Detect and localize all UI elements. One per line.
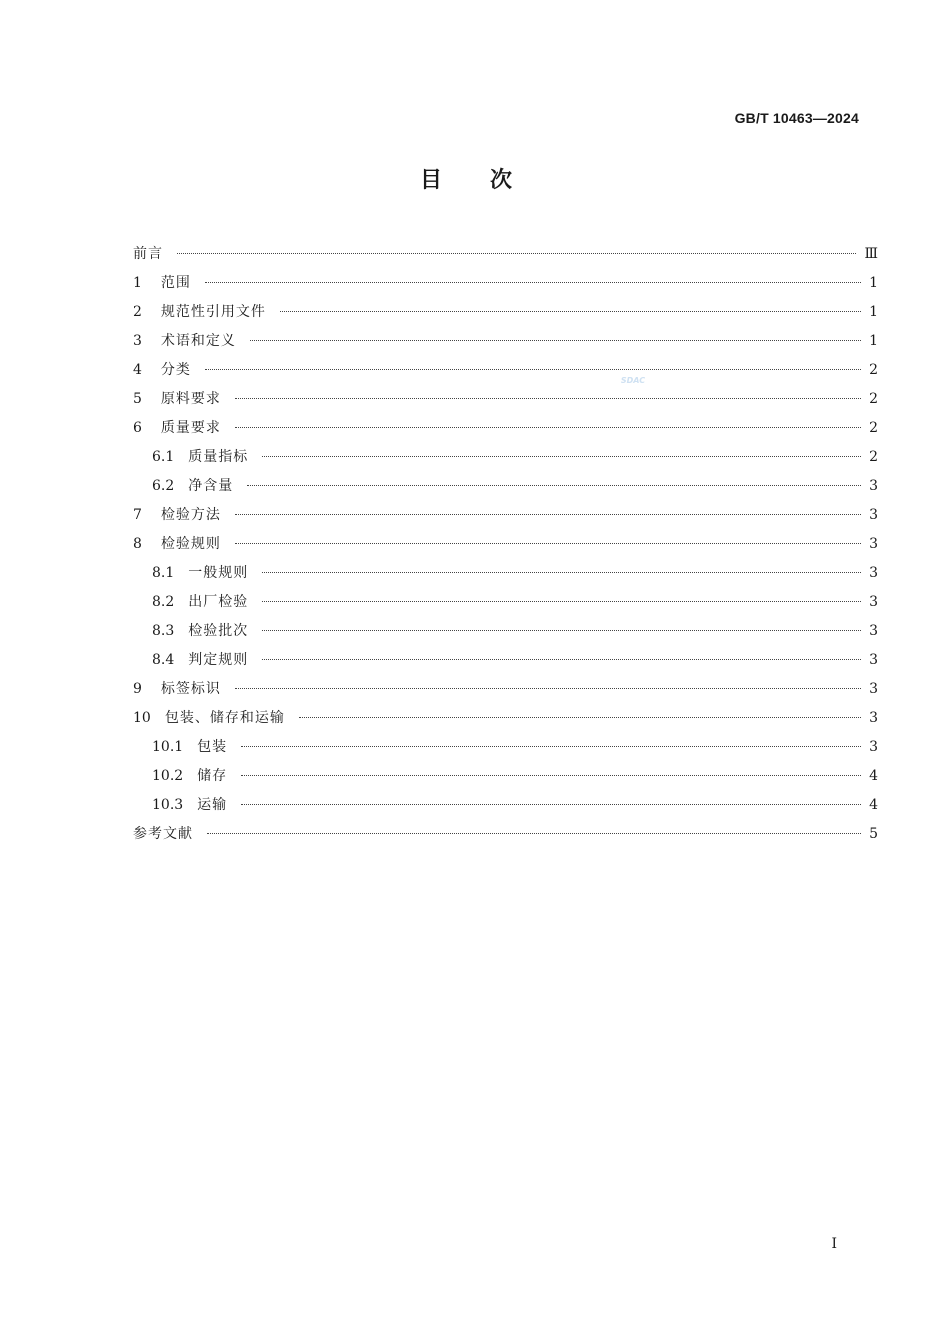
toc-entry-page: 3 — [869, 710, 878, 726]
toc-entry-label: 包装 — [197, 739, 228, 755]
table-of-contents — [133, 240, 878, 849]
toc-entry-label: 分类 — [160, 362, 191, 378]
toc-entry-label: 参考文献 — [133, 826, 193, 842]
toc-entry-label: 质量指标 — [188, 449, 249, 465]
toc-entry-label: 储存 — [197, 768, 228, 784]
toc-dot-leader — [262, 456, 861, 457]
toc-entry-page: 3 — [869, 739, 878, 755]
toc-entry-number: 7 — [133, 507, 142, 523]
toc-entry-number: 10.2 — [152, 768, 184, 784]
toc-entry[interactable] — [133, 356, 878, 385]
toc-entry[interactable] — [133, 269, 878, 298]
toc-entry[interactable] — [133, 675, 878, 704]
toc-entry-number: 6.1 — [152, 449, 175, 465]
page-title: 目次 — [419, 168, 560, 193]
toc-entry-page: Ⅲ — [864, 246, 878, 262]
toc-entry-label: 质量要求 — [160, 420, 221, 436]
toc-entry-label: 运输 — [197, 797, 228, 813]
toc-entry-page: 3 — [869, 652, 878, 668]
toc-dot-leader — [280, 311, 861, 312]
toc-entry[interactable] — [133, 733, 878, 762]
toc-entry[interactable] — [133, 704, 878, 733]
toc-entry-label: 一般规则 — [188, 565, 249, 581]
toc-entry-number: 5 — [133, 391, 142, 407]
toc-dot-leader — [205, 282, 861, 283]
toc-dot-leader — [247, 485, 861, 486]
toc-entry-label: 净含量 — [188, 478, 234, 494]
toc-entry-page: 2 — [869, 362, 878, 378]
toc-entry-page: 3 — [869, 507, 878, 523]
toc-entry-number: 8 — [133, 536, 142, 552]
toc-entry-number: 6.2 — [152, 478, 175, 494]
toc-entry-page: 3 — [869, 623, 878, 639]
toc-entry-label: 原料要求 — [160, 391, 221, 407]
toc-dot-leader — [235, 543, 861, 544]
toc-entry[interactable] — [133, 298, 878, 327]
toc-dot-leader — [262, 572, 861, 573]
toc-dot-leader — [205, 369, 861, 370]
toc-dot-leader — [207, 833, 861, 834]
toc-entry-page: 2 — [869, 449, 878, 465]
toc-entry-page: 3 — [869, 478, 878, 494]
toc-entry-number: 2 — [133, 304, 142, 320]
toc-entry[interactable] — [133, 472, 878, 501]
toc-entry-number: 8.4 — [152, 652, 175, 668]
page-number: I — [831, 1236, 837, 1252]
toc-entry-page: 2 — [869, 391, 878, 407]
toc-dot-leader — [262, 630, 861, 631]
toc-entry-page: 3 — [869, 536, 878, 552]
toc-entry[interactable] — [133, 443, 878, 472]
toc-dot-leader — [177, 253, 856, 254]
toc-entry-label: 包装、储存和运输 — [164, 710, 285, 726]
toc-entry-number: 10.1 — [152, 739, 184, 755]
toc-dot-leader — [235, 688, 861, 689]
toc-entry-number: 8.2 — [152, 594, 175, 610]
toc-entry-label: 前言 — [133, 246, 163, 262]
watermark-logo: SDAC — [620, 376, 646, 385]
toc-entry-number: 10.3 — [152, 797, 184, 813]
toc-entry[interactable] — [133, 762, 878, 791]
toc-entry-number: 1 — [133, 275, 142, 291]
toc-entry-number: 10 — [133, 710, 151, 726]
toc-entry-label: 检验批次 — [188, 623, 249, 639]
toc-entry-page: 1 — [869, 275, 878, 291]
toc-entry-number: 6 — [133, 420, 142, 436]
toc-entry[interactable] — [133, 588, 878, 617]
toc-dot-leader — [241, 746, 861, 747]
toc-dot-leader — [235, 398, 861, 399]
toc-entry-page: 2 — [869, 420, 878, 436]
toc-entry-number: 9 — [133, 681, 142, 697]
toc-entry[interactable] — [133, 530, 878, 559]
toc-dot-leader — [262, 659, 861, 660]
toc-entry-number: 3 — [133, 333, 142, 349]
toc-entry-label: 检验方法 — [160, 507, 221, 523]
standard-number: GB/T 10463—2024 — [734, 110, 859, 126]
toc-entry-page: 3 — [869, 565, 878, 581]
toc-entry-page: 1 — [869, 333, 878, 349]
toc-entry[interactable] — [133, 820, 878, 849]
toc-dot-leader — [299, 717, 861, 718]
toc-entry[interactable] — [133, 240, 878, 269]
toc-entry-label: 检验规则 — [160, 536, 221, 552]
toc-entry[interactable] — [133, 501, 878, 530]
toc-entry-page: 1 — [869, 304, 878, 320]
toc-dot-leader — [250, 340, 861, 341]
toc-dot-leader — [235, 514, 861, 515]
toc-entry[interactable] — [133, 617, 878, 646]
toc-dot-leader — [235, 427, 861, 428]
toc-dot-leader — [241, 775, 861, 776]
toc-entry-page: 3 — [869, 681, 878, 697]
toc-entry[interactable] — [133, 385, 878, 414]
toc-entry-label: 标签标识 — [160, 681, 221, 697]
toc-entry-number: 8.3 — [152, 623, 175, 639]
toc-entry[interactable] — [133, 559, 878, 588]
toc-entry-label: 规范性引用文件 — [160, 304, 266, 320]
toc-entry[interactable] — [133, 646, 878, 675]
toc-entry-page: 4 — [869, 797, 878, 813]
toc-entry-page: 4 — [869, 768, 878, 784]
toc-entry[interactable] — [133, 327, 878, 356]
toc-entry[interactable] — [133, 414, 878, 443]
toc-entry-label: 出厂检验 — [188, 594, 249, 610]
toc-entry-label: 范围 — [160, 275, 191, 291]
toc-entry[interactable] — [133, 791, 878, 820]
toc-entry-page: 3 — [869, 594, 878, 610]
toc-dot-leader — [241, 804, 861, 805]
toc-entry-number: 8.1 — [152, 565, 175, 581]
toc-entry-number: 4 — [133, 362, 142, 378]
toc-entry-page: 5 — [869, 826, 878, 842]
toc-entry-label: 判定规则 — [188, 652, 249, 668]
toc-entry-label: 术语和定义 — [160, 333, 236, 349]
toc-dot-leader — [262, 601, 861, 602]
